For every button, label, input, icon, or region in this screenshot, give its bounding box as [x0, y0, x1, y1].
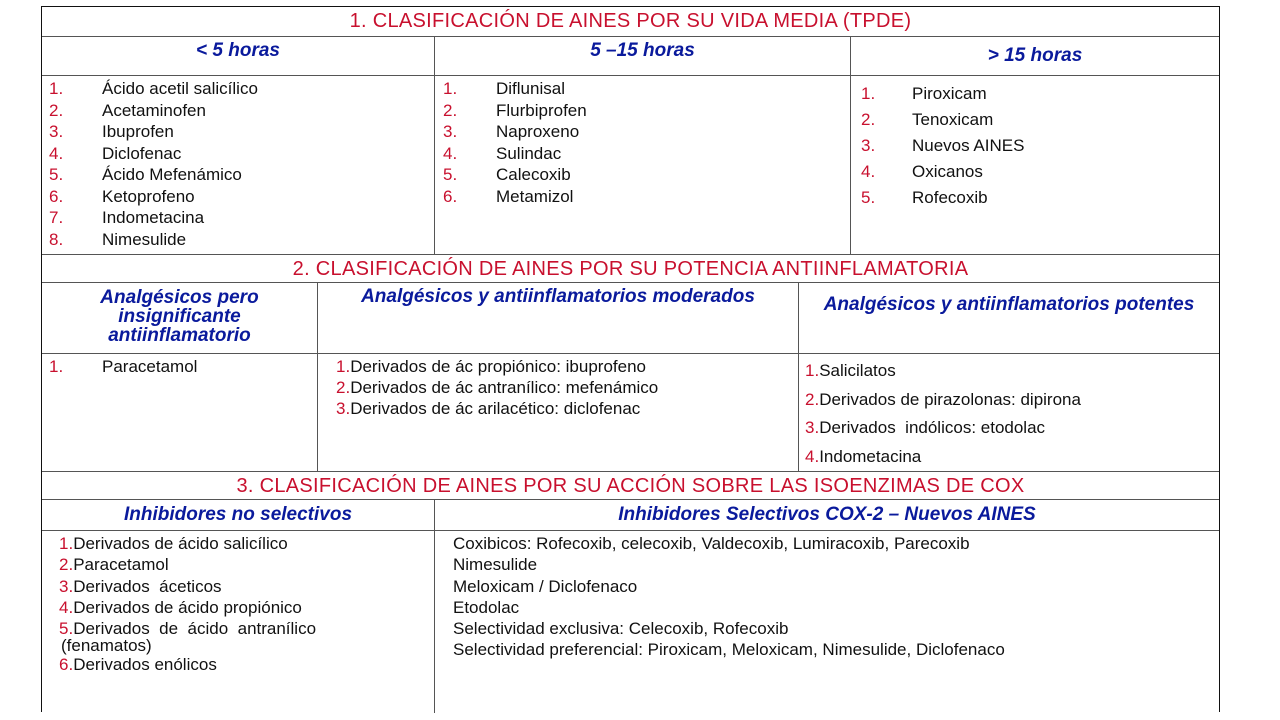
section2-list-potent [799, 354, 1219, 471]
item-text: Derivados enólicos [73, 655, 217, 675]
list-item [49, 356, 317, 377]
item-number: 4. [49, 143, 64, 163]
list-item [453, 639, 1219, 660]
item-text-continuation: (fenamatos) [61, 636, 152, 656]
item-text: Acetaminofen [102, 100, 206, 120]
list-item [453, 597, 1219, 618]
item-number: 1. [49, 357, 64, 376]
section1-header-lt5 [42, 37, 435, 75]
item-text: Ácido acetil salicílico [102, 79, 258, 98]
section2-title-text: 2. CLASIFICACIÓN DE AINES POR SU POTENCIA ANTIINFLAMATORIA [292, 258, 969, 280]
item-text: Derivados de pirazolonas: dipirona [819, 389, 1081, 409]
list-item [59, 654, 434, 675]
item-text: Derivados de ácido antranílico [73, 619, 317, 639]
section2-header-weak-text: Analgésicos pero insignificante antiinflamatorio [100, 287, 259, 346]
item-number: 2. [805, 389, 820, 409]
item-text: Oxicanos [912, 162, 983, 181]
section3-title [42, 472, 1219, 500]
section1-title-text: 1. CLASIFICACIÓN DE AINES POR SU VIDA MEDIA (TPDE) [349, 10, 912, 32]
item-number: 3. [336, 399, 351, 418]
item-text: Meloxicam / Diclofenaco [453, 576, 638, 596]
item-text: Nuevos AINES [912, 136, 1025, 155]
list-item [49, 229, 434, 251]
list-item [453, 618, 1219, 639]
item-number: 6. [59, 655, 74, 675]
list-item [59, 618, 434, 654]
item-text: Rofecoxib [912, 188, 988, 207]
list-item [453, 533, 1219, 554]
section2-body-row [42, 354, 1219, 472]
list-item [49, 78, 434, 100]
item-number: 6. [443, 186, 458, 206]
item-text: Paracetamol [73, 555, 169, 575]
item-number: 4. [805, 446, 820, 466]
item-text: Selectividad preferencial: Piroxicam, Meloxicam, Nimesulide, Diclofenaco [453, 640, 1005, 660]
item-number: 3. [49, 122, 64, 141]
item-text: Derivados de ác arilacético: diclofenac [350, 399, 641, 418]
item-number: 3. [59, 576, 74, 596]
item-text: Paracetamol [102, 357, 198, 376]
classification-table [41, 6, 1220, 712]
section2-title [42, 255, 1219, 283]
item-number: 3. [805, 418, 820, 437]
item-text: Derivados de ácido salicílico [73, 534, 288, 553]
list-item [49, 121, 434, 143]
item-number: 8. [49, 229, 64, 249]
item-number: 3. [861, 136, 876, 155]
list-item [336, 377, 798, 398]
item-number: 5. [861, 188, 876, 207]
section3-title-text: 3. CLASIFICACIÓN DE AINES POR SU ACCIÓN SOBRE LAS ISOENZIMAS DE COX [236, 475, 1025, 497]
item-text: Selectividad exclusiva: Celecoxib, Rofecoxib [453, 619, 789, 639]
section2-header-moderate-text: Analgésicos y antiinflamatorios moderados [361, 286, 755, 307]
item-text: Indometacina [102, 208, 205, 227]
item-number: 4. [59, 597, 74, 617]
item-text: Tenoxicam [912, 110, 994, 129]
section2-list-weak [42, 354, 318, 471]
item-number: 5. [443, 165, 458, 184]
list-item [443, 78, 850, 100]
section3-list-selective [435, 531, 1219, 713]
section3-header-nonselective-text: Inhibidores no selectivos [123, 504, 353, 525]
item-text: Coxibicos: Rofecoxib, celecoxib, Valdecoxib, Lumiracoxib, Parecoxib [453, 534, 970, 553]
item-number: 4. [861, 162, 876, 181]
list-item [805, 414, 1219, 443]
item-text: Piroxicam [912, 84, 987, 103]
section1-list-gt15 [851, 76, 1219, 254]
item-text: Flurbiprofen [496, 100, 587, 120]
section3-header-row [42, 500, 1219, 531]
section2-header-potent-text: Analgésicos y antiinflamatorios potentes [823, 294, 1195, 315]
list-item [443, 164, 850, 186]
item-number: 4. [443, 143, 458, 163]
list-item [49, 207, 434, 229]
section3-list-nonselective [42, 531, 435, 713]
item-number: 2. [49, 100, 64, 120]
item-number: 1. [336, 357, 351, 376]
item-text: Etodolac [453, 597, 520, 617]
item-number: 5. [49, 165, 64, 184]
item-text: Indometacina [819, 446, 922, 466]
section1-header-gt15-text: > 15 horas [987, 45, 1083, 66]
list-item [443, 121, 850, 143]
item-number: 1. [59, 534, 74, 553]
item-text: Ketoprofeno [102, 186, 195, 206]
list-item [49, 143, 434, 165]
item-text: Sulindac [496, 143, 562, 163]
item-number: 2. [336, 378, 351, 397]
list-item [861, 107, 1219, 133]
section1-list-5to15 [435, 76, 851, 254]
list-item [443, 100, 850, 122]
section2-header-moderate [318, 283, 799, 353]
item-number: 1. [443, 79, 458, 98]
list-item [49, 186, 434, 208]
list-item [861, 133, 1219, 159]
list-item [805, 386, 1219, 415]
list-item [49, 100, 434, 122]
list-item [861, 159, 1219, 185]
item-text: Derivados de ác propiónico: ibuprofeno [350, 357, 646, 376]
section2-header-weak [42, 283, 318, 353]
list-item [59, 533, 434, 554]
item-text: Diclofenac [102, 143, 182, 163]
section1-header-5to15 [435, 37, 851, 75]
list-item [336, 356, 798, 377]
item-number: 1. [805, 361, 820, 380]
section1-header-lt5-text: < 5 horas [196, 40, 280, 61]
item-text: Derivados de ác antranílico: mefenámico [350, 378, 659, 397]
item-text: Ácido Mefenámico [102, 165, 242, 184]
section3-body-row [42, 531, 1219, 713]
item-number: 2. [443, 100, 458, 120]
section1-title [42, 7, 1219, 37]
list-item [805, 443, 1219, 472]
item-number: 2. [59, 555, 74, 575]
section2-list-moderate [318, 354, 799, 471]
section1-header-5to15-text: 5 –15 horas [590, 40, 695, 61]
item-text: Calecoxib [496, 165, 571, 184]
item-text: Metamizol [496, 186, 574, 206]
item-number: 1. [49, 79, 64, 98]
section1-header-gt15 [851, 37, 1219, 75]
list-item [453, 576, 1219, 597]
list-item [443, 143, 850, 165]
item-text: Derivados áceticos [73, 576, 222, 596]
item-text: Nimesulide [102, 229, 187, 249]
item-text: Derivados de ácido propiónico [73, 597, 302, 617]
item-number: 7. [49, 208, 64, 227]
item-number: 5. [59, 619, 74, 639]
item-number: 6. [49, 186, 64, 206]
item-text: Diflunisal [496, 79, 565, 98]
list-item [59, 576, 434, 597]
section1-header-row [42, 37, 1219, 76]
item-number: 3. [443, 122, 458, 141]
section2-header-row [42, 283, 1219, 354]
section1-list-lt5 [42, 76, 435, 254]
section3-header-nonselective [42, 500, 435, 530]
list-item [49, 164, 434, 186]
list-item [453, 554, 1219, 575]
list-item [861, 185, 1219, 211]
list-item [805, 357, 1219, 386]
section3-header-selective [435, 500, 1219, 530]
item-text: Salicilatos [819, 361, 896, 380]
item-text: Ibuprofen [102, 122, 174, 141]
item-text: Derivados indólicos: etodolac [819, 418, 1046, 437]
item-number: 1. [861, 84, 876, 103]
section2-header-potent [799, 283, 1219, 353]
list-item [59, 554, 434, 575]
list-item [336, 398, 798, 419]
item-text: Nimesulide [453, 555, 538, 575]
section1-body-row [42, 76, 1219, 255]
list-item [443, 186, 850, 208]
item-text: Naproxeno [496, 122, 580, 141]
item-number: 2. [861, 110, 876, 129]
list-item [861, 81, 1219, 107]
list-item [59, 597, 434, 618]
section3-header-selective-text: Inhibidores Selectivos COX-2 – Nuevos AINES [618, 504, 1036, 525]
